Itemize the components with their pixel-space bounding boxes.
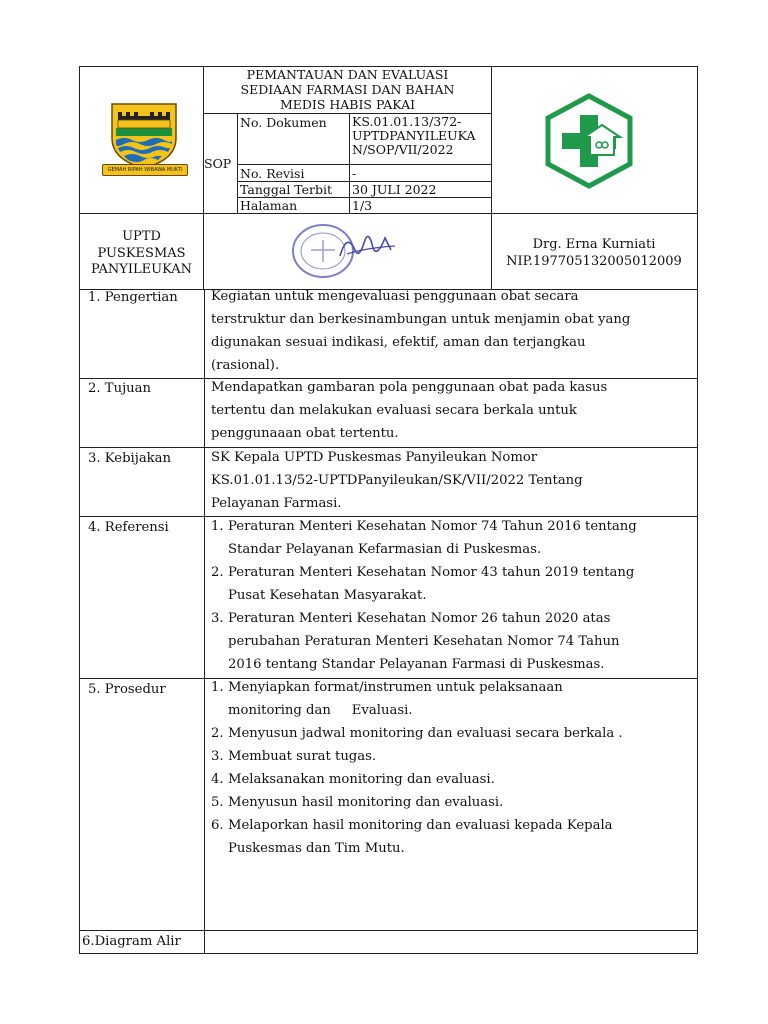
text-line: Standar Pelayanan Kefarmasian di Puskesmas.	[228, 542, 542, 557]
list-number: 1.	[211, 519, 224, 534]
list-item	[211, 561, 637, 607]
list-number: 1.	[211, 680, 224, 695]
text-line: tertentu dan melakukan evaluasi secara berkala untuk	[211, 403, 577, 418]
halaman-value: 1/3	[352, 198, 373, 213]
sop-label: SOP	[204, 156, 232, 171]
section-label-tujuan: 2. Tujuan	[88, 381, 152, 396]
title-line-3: MEDIS HABIS PAKAI	[279, 97, 416, 112]
text-line: Menyusun jadwal monitoring dan evaluasi secara berkala .	[228, 726, 623, 741]
section-content-prosedur	[211, 676, 623, 860]
puskesmas-logo	[544, 93, 634, 189]
list-item	[211, 607, 637, 676]
text-line: penggunaaan obat tertentu.	[211, 426, 399, 441]
list-number: 3.	[211, 749, 224, 764]
no-revisi-value: -	[352, 166, 357, 181]
no-dokumen-value	[352, 115, 476, 157]
stamp-icon	[285, 220, 405, 282]
text-line: (rasional).	[211, 358, 280, 373]
title-line-2: SEDIAAN FARMASI DAN BAHAN	[240, 82, 455, 97]
list-item	[211, 814, 623, 860]
list-item	[211, 745, 623, 768]
text-line: terstruktur dan berkesinambungan untuk menjamin obat yang	[211, 312, 631, 327]
no-dokumen-line-3: N/SOP/VII/2022	[352, 142, 454, 157]
text-line: Peraturan Menteri Kesehatan Nomor 43 tahun 2019 tentang	[228, 565, 635, 580]
signatory-block	[491, 236, 697, 270]
signatory-nip: NIP.197705132005012009	[506, 254, 682, 269]
tanggal-terbit-label: Tanggal Terbit	[240, 182, 333, 197]
no-revisi-label: No. Revisi	[240, 166, 305, 181]
list-number: 3.	[211, 611, 224, 626]
section-content-pengertian	[211, 285, 630, 377]
list-number: 4.	[211, 772, 224, 787]
list-item	[211, 768, 623, 791]
text-line: Kegiatan untuk mengevaluasi penggunaan obat secara	[211, 289, 579, 304]
halaman-label: Halaman	[240, 198, 298, 213]
text-line: Pusat Kesehatan Masyarakat.	[228, 588, 427, 603]
list-number: 6.	[211, 818, 224, 833]
no-dokumen-label: No. Dokumen	[240, 115, 327, 130]
text-line: perubahan Peraturan Menteri Kesehatan Nomor 74 Tahun	[228, 634, 620, 649]
text-line: digunakan sesuai indikasi, efektif, aman dan terjangkau	[211, 335, 586, 350]
org-line-3: PANYILEUKAN	[90, 262, 193, 277]
official-stamp-signature	[285, 220, 405, 282]
section-label-kebijakan: 3. Kebijakan	[88, 451, 172, 466]
list-item	[211, 676, 623, 722]
puskesmas-logo-icon	[544, 93, 634, 189]
org-line-1: UPTD	[122, 229, 161, 244]
section-label-prosedur: 5. Prosedur	[88, 682, 166, 697]
text-line: KS.01.01.13/52-UPTDPanyileukan/SK/VII/2022 Tentang	[211, 473, 583, 488]
section-content-referensi	[211, 515, 637, 676]
signatory-name: Drg. Erna Kurniati	[532, 237, 656, 252]
text-line: Membuat surat tugas.	[228, 749, 377, 764]
document-title	[204, 67, 491, 112]
text-line: Melaporkan hasil monitoring dan evaluasi kepada Kepala	[228, 818, 613, 833]
list-number: 5.	[211, 795, 224, 810]
list-item	[211, 791, 623, 814]
text-line: Peraturan Menteri Kesehatan Nomor 74 Tahun 2016 tentang	[228, 519, 637, 534]
text-line: Melaksanakan monitoring dan evaluasi.	[228, 772, 495, 787]
text-line: Menyiapkan format/instrumen untuk pelaksanaan	[228, 680, 563, 695]
no-dokumen-line-1: KS.01.01.13/372-	[352, 114, 462, 129]
org-line-2: PUSKESMAS	[97, 245, 186, 261]
text-line: Menyusun hasil monitoring dan evaluasi.	[228, 795, 504, 810]
list-number: 2.	[211, 565, 224, 580]
section-label-diagram-alir: 6.Diagram Alir	[82, 934, 181, 949]
list-item	[211, 515, 637, 561]
tanggal-terbit-value: 30 JULI 2022	[352, 182, 437, 197]
text-line: SK Kepala UPTD Puskesmas Panyileukan Nomor	[211, 450, 538, 465]
section-label-pengertian: 1. Pengertian	[88, 290, 178, 305]
text-line: Peraturan Menteri Kesehatan Nomor 26 tahun 2020 atas	[228, 611, 611, 626]
text-line: 2016 tentang Standar Pelayanan Farmasi di Puskesmas.	[228, 657, 605, 672]
list-item	[211, 722, 623, 745]
section-content-tujuan	[211, 376, 607, 445]
list-number: 2.	[211, 726, 224, 741]
crest-motto: GEMAH RIPAH WIBAWA MUKTI	[107, 167, 183, 173]
text-line: Mendapatkan gambaran pola penggunaan obat pada kasus	[211, 380, 608, 395]
text-line: Pelayanan Farmasi.	[211, 496, 342, 511]
text-line: monitoring dan Evaluasi.	[228, 703, 413, 718]
crest-motto-ribbon	[102, 164, 188, 176]
section-label-referensi: 4. Referensi	[88, 520, 169, 535]
organization-name	[80, 229, 203, 279]
no-dokumen-line-2: UPTDPANYILEUKA	[352, 128, 476, 143]
city-crest-logo	[104, 98, 184, 178]
text-line: Puskesmas dan Tim Mutu.	[228, 841, 405, 856]
title-line-1: PEMANTAUAN DAN EVALUASI	[246, 67, 449, 82]
section-content-kebijakan	[211, 446, 583, 515]
